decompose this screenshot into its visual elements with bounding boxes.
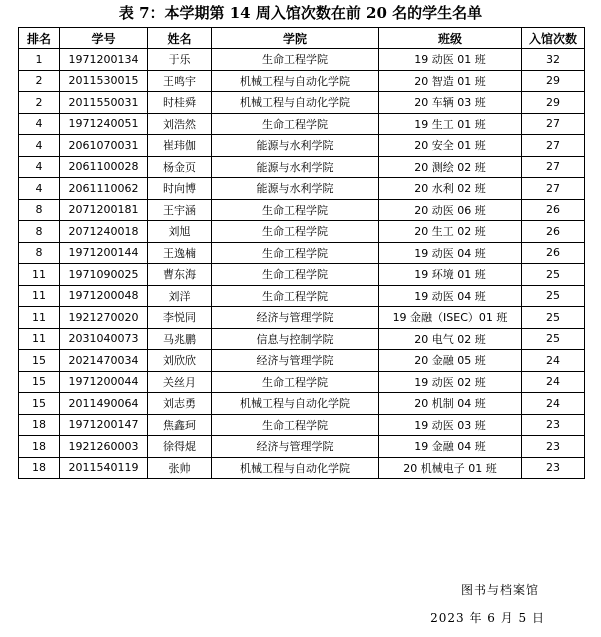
name-cell: 张帅 [148, 457, 212, 479]
student-id-cell: 2011550031 [60, 92, 148, 114]
rank-cell: 18 [19, 414, 60, 436]
visit-count-cell: 32 [522, 49, 585, 71]
table-row [19, 307, 585, 329]
college-cell: 生命工程学院 [212, 221, 379, 243]
student-id-cell: 1971200048 [60, 285, 148, 307]
table-row [19, 135, 585, 157]
college-cell: 生命工程学院 [212, 242, 379, 264]
header-rank: 排名 [19, 28, 60, 49]
rank-cell: 11 [19, 264, 60, 286]
header-student-id: 学号 [60, 28, 148, 49]
visit-count-cell: 24 [522, 393, 585, 415]
class-cell: 19 动医 04 班 [379, 285, 522, 307]
college-cell: 经济与管理学院 [212, 436, 379, 458]
visit-count-cell: 27 [522, 178, 585, 200]
student-id-cell: 2011490064 [60, 393, 148, 415]
rank-cell: 4 [19, 156, 60, 178]
visit-count-cell: 23 [522, 436, 585, 458]
name-cell: 马兆鹏 [148, 328, 212, 350]
table-body [19, 49, 585, 479]
table-row [19, 350, 585, 372]
name-cell: 杨金页 [148, 156, 212, 178]
college-cell: 生命工程学院 [212, 414, 379, 436]
table-row [19, 414, 585, 436]
class-cell: 19 动医 04 班 [379, 242, 522, 264]
student-id-cell: 1971200044 [60, 371, 148, 393]
college-cell: 能源与水利学院 [212, 178, 379, 200]
visit-count-cell: 29 [522, 92, 585, 114]
visit-count-cell: 25 [522, 328, 585, 350]
header-class: 班级 [379, 28, 522, 49]
name-cell: 关丝月 [148, 371, 212, 393]
table-title: 表 7：本学期第 14 周入馆次数在前 20 名的学生名单 [118, 4, 483, 22]
rank-cell: 2 [19, 70, 60, 92]
visit-count-cell: 25 [522, 307, 585, 329]
name-cell: 崔玮伽 [148, 135, 212, 157]
table-row [19, 457, 585, 479]
student-id-cell: 2011540119 [60, 457, 148, 479]
table-row [19, 156, 585, 178]
rank-cell: 8 [19, 199, 60, 221]
table-row [19, 393, 585, 415]
table-row [19, 328, 585, 350]
name-cell: 王鸣宇 [148, 70, 212, 92]
student-id-cell: 1971200134 [60, 49, 148, 71]
table-row [19, 242, 585, 264]
table-row [19, 92, 585, 114]
student-id-cell: 2061100028 [60, 156, 148, 178]
visit-count-cell: 23 [522, 414, 585, 436]
name-cell: 王逸楠 [148, 242, 212, 264]
college-cell: 机械工程与自动化学院 [212, 393, 379, 415]
rank-cell: 4 [19, 135, 60, 157]
visit-count-cell: 27 [522, 135, 585, 157]
name-cell: 曹东海 [148, 264, 212, 286]
college-cell: 经济与管理学院 [212, 350, 379, 372]
visit-count-cell: 29 [522, 70, 585, 92]
student-id-cell: 2061110062 [60, 178, 148, 200]
college-cell: 生命工程学院 [212, 199, 379, 221]
name-cell: 徐得焜 [148, 436, 212, 458]
college-cell: 机械工程与自动化学院 [212, 70, 379, 92]
visit-count-cell: 24 [522, 350, 585, 372]
class-cell: 20 动医 06 班 [379, 199, 522, 221]
footer-date: 2023 年 6 月 5 日 [430, 611, 545, 625]
college-cell: 生命工程学院 [212, 49, 379, 71]
name-cell: 刘浩然 [148, 113, 212, 135]
student-id-cell: 1921260003 [60, 436, 148, 458]
college-cell: 能源与水利学院 [212, 156, 379, 178]
rank-cell: 15 [19, 371, 60, 393]
visit-count-cell: 27 [522, 113, 585, 135]
college-cell: 生命工程学院 [212, 371, 379, 393]
header-row [19, 28, 585, 49]
rank-cell: 4 [19, 178, 60, 200]
rank-cell: 4 [19, 113, 60, 135]
class-cell: 20 电气 02 班 [379, 328, 522, 350]
class-cell: 19 环境 01 班 [379, 264, 522, 286]
table-row [19, 49, 585, 71]
visit-count-cell: 23 [522, 457, 585, 479]
rank-cell: 8 [19, 221, 60, 243]
visit-count-cell: 24 [522, 371, 585, 393]
table-row [19, 285, 585, 307]
class-cell: 20 安全 01 班 [379, 135, 522, 157]
header-visit-count: 入馆次数 [522, 28, 585, 49]
class-cell: 20 测绘 02 班 [379, 156, 522, 178]
student-id-cell: 1921270020 [60, 307, 148, 329]
name-cell: 刘旭 [148, 221, 212, 243]
rank-cell: 11 [19, 328, 60, 350]
class-cell: 20 金融 05 班 [379, 350, 522, 372]
student-id-cell: 2071240018 [60, 221, 148, 243]
class-cell: 19 动医 01 班 [379, 49, 522, 71]
visit-count-cell: 25 [522, 264, 585, 286]
rank-cell: 2 [19, 92, 60, 114]
class-cell: 19 动医 02 班 [379, 371, 522, 393]
class-cell: 19 金融（ISEC）01 班 [379, 307, 522, 329]
rank-cell: 18 [19, 436, 60, 458]
name-cell: 李悦同 [148, 307, 212, 329]
name-cell: 于乐 [148, 49, 212, 71]
table-row [19, 264, 585, 286]
class-cell: 19 动医 03 班 [379, 414, 522, 436]
college-cell: 机械工程与自动化学院 [212, 92, 379, 114]
footer-org: 图书与档案馆 [460, 583, 539, 597]
college-cell: 生命工程学院 [212, 264, 379, 286]
name-cell: 王宇涵 [148, 199, 212, 221]
table-row [19, 70, 585, 92]
class-cell: 20 水利 02 班 [379, 178, 522, 200]
ranking-table [18, 27, 585, 479]
student-id-cell: 2031040073 [60, 328, 148, 350]
class-cell: 20 车辆 03 班 [379, 92, 522, 114]
college-cell: 机械工程与自动化学院 [212, 457, 379, 479]
student-id-cell: 1971200147 [60, 414, 148, 436]
college-cell: 能源与水利学院 [212, 135, 379, 157]
class-cell: 20 机制 04 班 [379, 393, 522, 415]
header-college: 学院 [212, 28, 379, 49]
college-cell: 经济与管理学院 [212, 307, 379, 329]
student-id-cell: 1971090025 [60, 264, 148, 286]
student-id-cell: 1971200144 [60, 242, 148, 264]
table-row [19, 371, 585, 393]
visit-count-cell: 27 [522, 156, 585, 178]
college-cell: 生命工程学院 [212, 285, 379, 307]
rank-cell: 15 [19, 393, 60, 415]
name-cell: 刘志勇 [148, 393, 212, 415]
table-row [19, 436, 585, 458]
visit-count-cell: 26 [522, 242, 585, 264]
student-id-cell: 2071200181 [60, 199, 148, 221]
rank-cell: 18 [19, 457, 60, 479]
student-id-cell: 2061070031 [60, 135, 148, 157]
student-id-cell: 2021470034 [60, 350, 148, 372]
college-cell: 生命工程学院 [212, 113, 379, 135]
name-cell: 焦鑫珂 [148, 414, 212, 436]
student-id-cell: 2011530015 [60, 70, 148, 92]
visit-count-cell: 26 [522, 199, 585, 221]
name-cell: 刘欣欣 [148, 350, 212, 372]
table-row [19, 113, 585, 135]
class-cell: 20 智造 01 班 [379, 70, 522, 92]
rank-cell: 11 [19, 285, 60, 307]
name-cell: 刘洋 [148, 285, 212, 307]
visit-count-cell: 25 [522, 285, 585, 307]
class-cell: 19 金融 04 班 [379, 436, 522, 458]
college-cell: 信息与控制学院 [212, 328, 379, 350]
table-row [19, 199, 585, 221]
rank-cell: 11 [19, 307, 60, 329]
student-id-cell: 1971240051 [60, 113, 148, 135]
table-row [19, 221, 585, 243]
class-cell: 20 生工 02 班 [379, 221, 522, 243]
class-cell: 19 生工 01 班 [379, 113, 522, 135]
header-name: 姓名 [148, 28, 212, 49]
name-cell: 时桂舜 [148, 92, 212, 114]
rank-cell: 8 [19, 242, 60, 264]
class-cell: 20 机械电子 01 班 [379, 457, 522, 479]
rank-cell: 15 [19, 350, 60, 372]
rank-cell: 1 [19, 49, 60, 71]
name-cell: 时向博 [148, 178, 212, 200]
table-row [19, 178, 585, 200]
visit-count-cell: 26 [522, 221, 585, 243]
